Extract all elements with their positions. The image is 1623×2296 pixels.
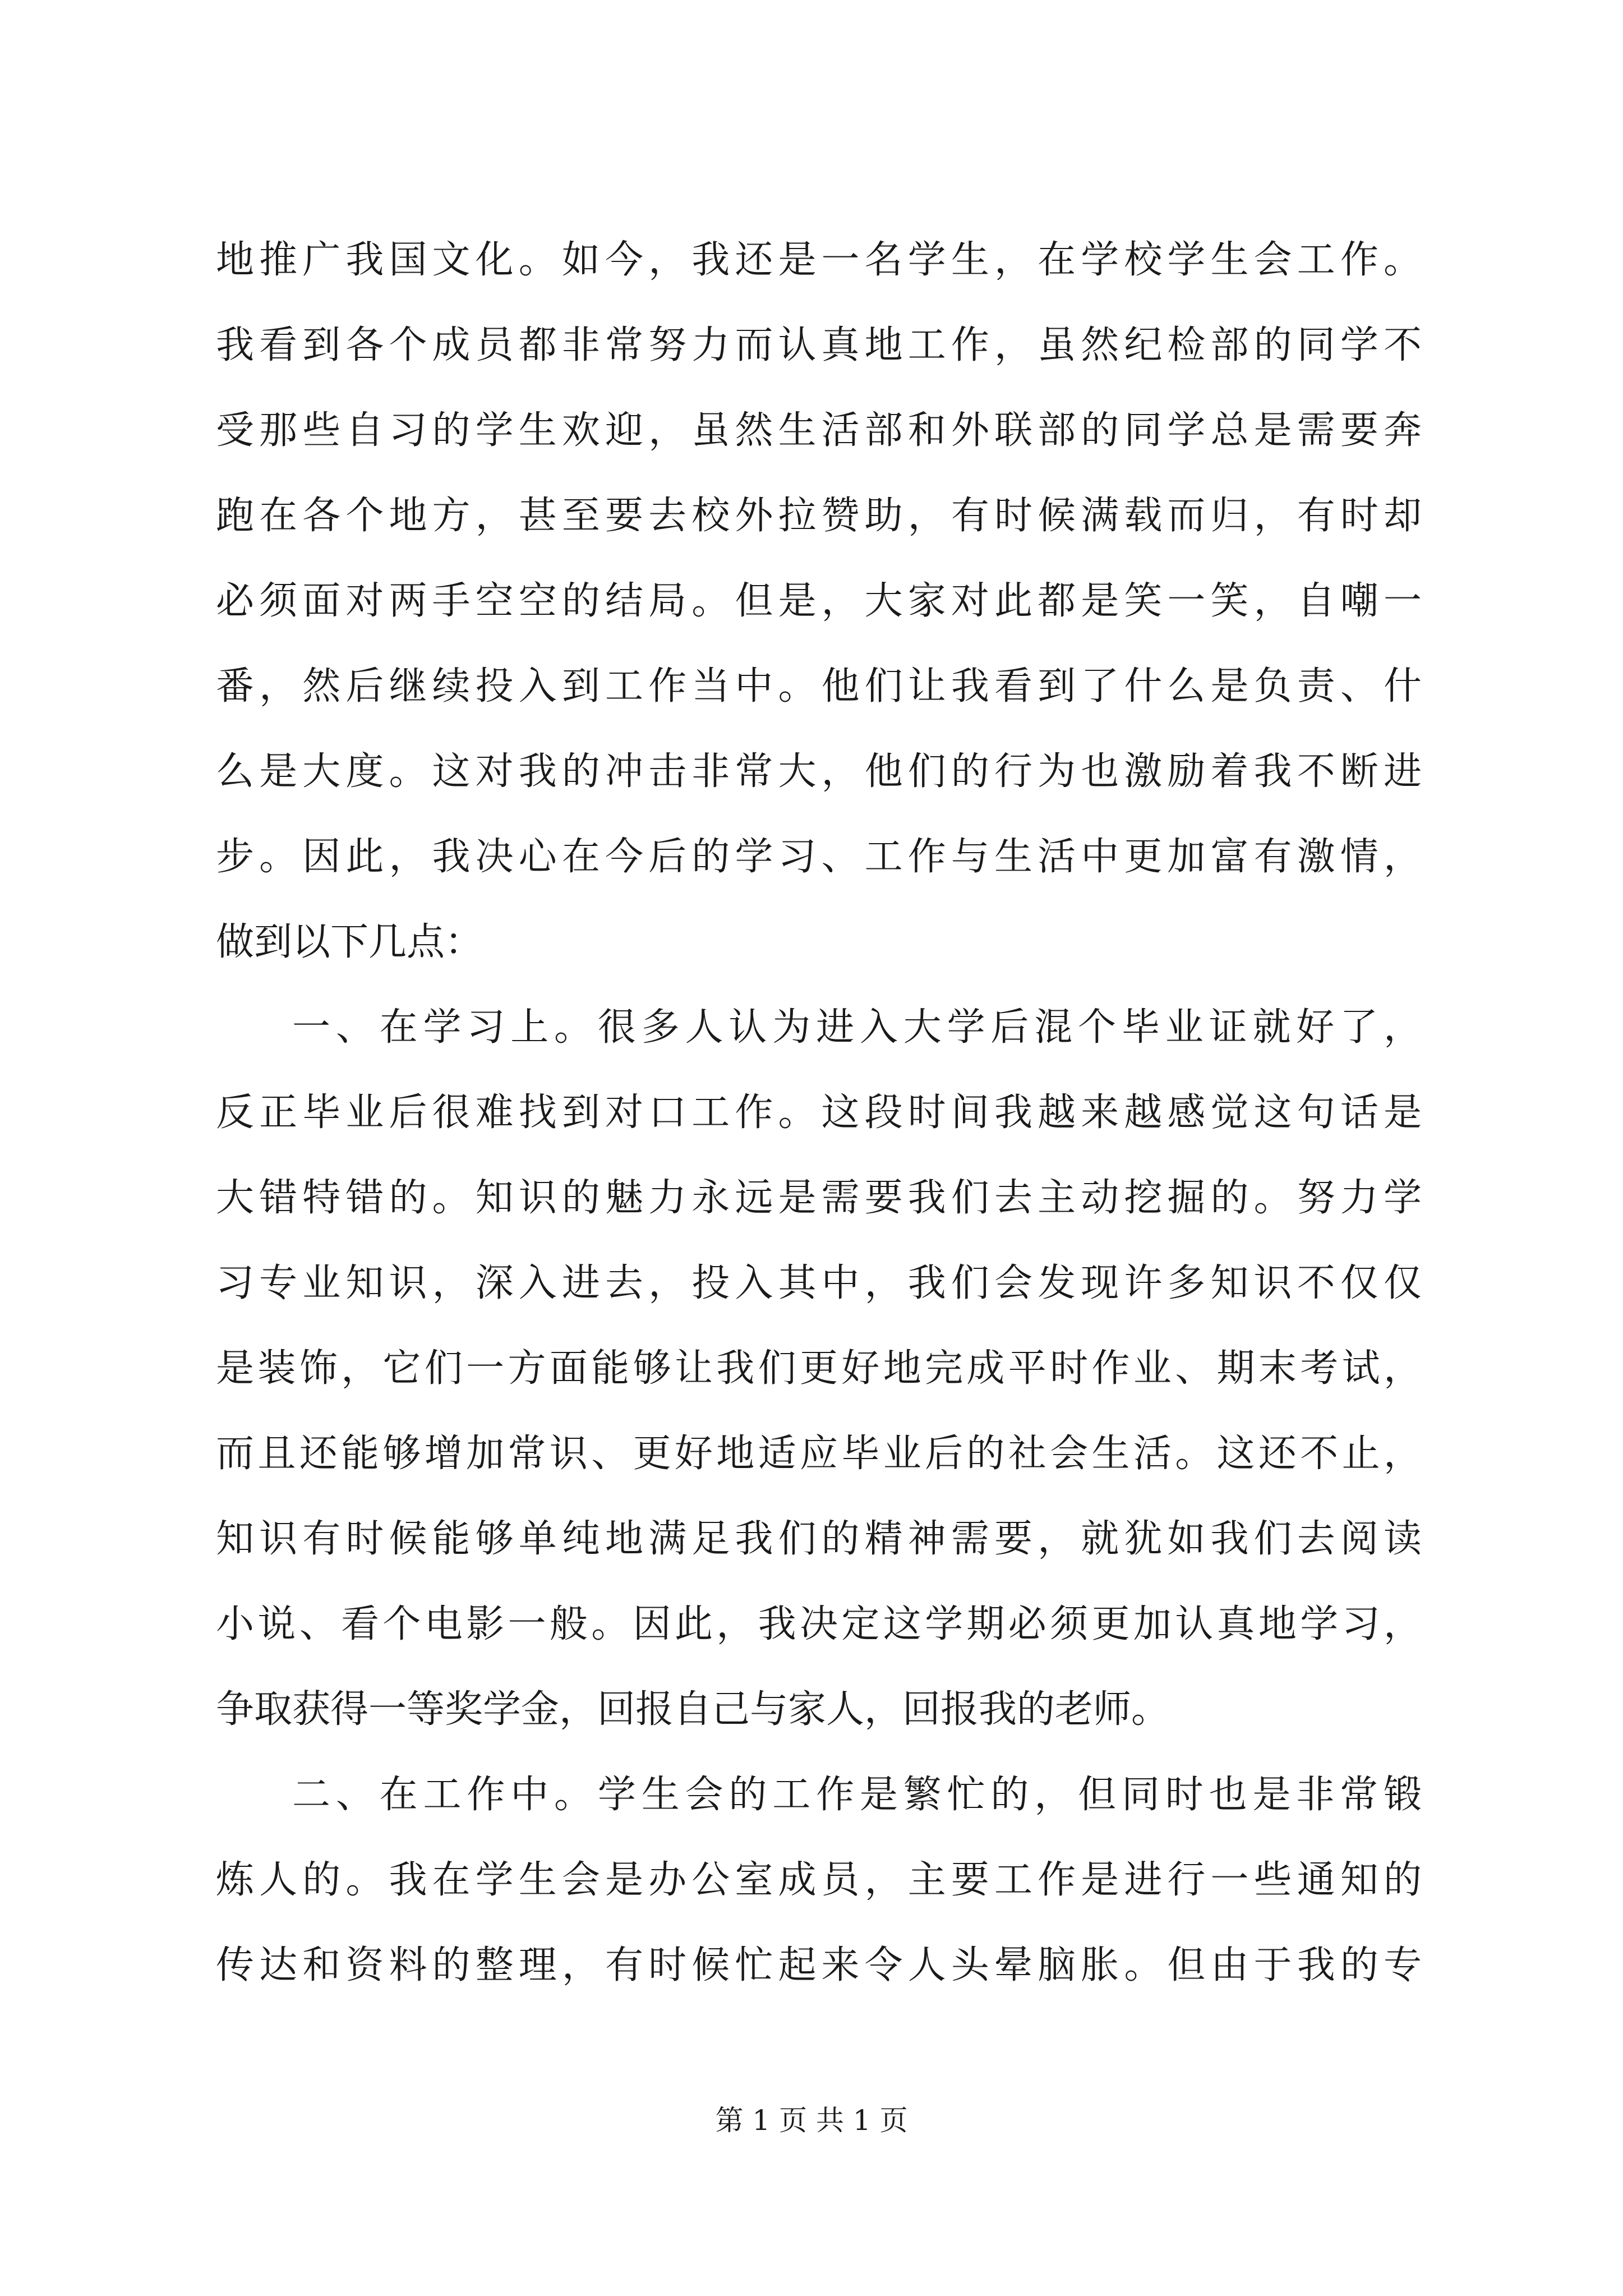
text-line: 跑在各个地方，甚至要去校外拉赞助，有时候满载而归，有时却 [216, 494, 1422, 538]
text-line: 做到以下几点： [216, 920, 483, 964]
text-line: 习专业知识，深入进去，投入其中，我们会发现许多知识不仅仅 [216, 1261, 1422, 1305]
text-line: 小说、看个电影一般。因此，我决定这学期必须更加认真地学习， [216, 1602, 1422, 1646]
paragraph-first-line: 一、在学习上。很多人认为进入大学后混个毕业证就好了， [292, 1005, 1422, 1050]
text-line: 步。因此，我决心在今后的学习、工作与生活中更加富有激情， [216, 835, 1422, 879]
text-line: 争取获得一等奖学金，回报自己与家人，回报我的老师。 [216, 1687, 1170, 1732]
text-line: 受那些自习的学生欢迎，虽然生活部和外联部的同学总是需要奔 [216, 408, 1422, 453]
text-line: 我看到各个成员都非常努力而认真地工作，虽然纪检部的同学不 [216, 323, 1422, 367]
text-line: 地推广我国文化。如今，我还是一名学生，在学校学生会工作。 [216, 238, 1422, 282]
text-line: 而且还能够增加常识、更好地适应毕业后的社会生活。这还不止， [216, 1432, 1422, 1476]
text-line: 炼人的。我在学生会是办公室成员，主要工作是进行一些通知的 [216, 1858, 1422, 1902]
page-footer: 第 1 页 共 1 页 [715, 2104, 908, 2137]
paragraph-first-line: 二、在工作中。学生会的工作是繁忙的，但同时也是非常锻 [292, 1773, 1422, 1817]
text-line: 必须面对两手空空的结局。但是，大家对此都是笑一笑，自嘲一 [216, 579, 1422, 623]
text-line: 大错特错的。知识的魅力永远是需要我们去主动挖掘的。努力学 [216, 1176, 1422, 1220]
text-line: 么是大度。这对我的冲击非常大，他们的行为也激励着我不断进 [216, 749, 1422, 794]
document-body [216, 218, 1422, 2008]
text-line: 反正毕业后很难找到对口工作。这段时间我越来越感觉这句话是 [216, 1091, 1422, 1135]
text-line: 番，然后继续投入到工作当中。他们让我看到了什么是负责、什 [216, 664, 1422, 708]
text-line: 是装饰，它们一方面能够让我们更好地完成平时作业、期末考试， [216, 1346, 1422, 1391]
text-line: 知识有时候能够单纯地满足我们的精神需要，就犹如我们去阅读 [216, 1517, 1422, 1561]
text-line: 传达和资料的整理，有时候忙起来令人头晕脑胀。但由于我的专 [216, 1943, 1422, 1987]
